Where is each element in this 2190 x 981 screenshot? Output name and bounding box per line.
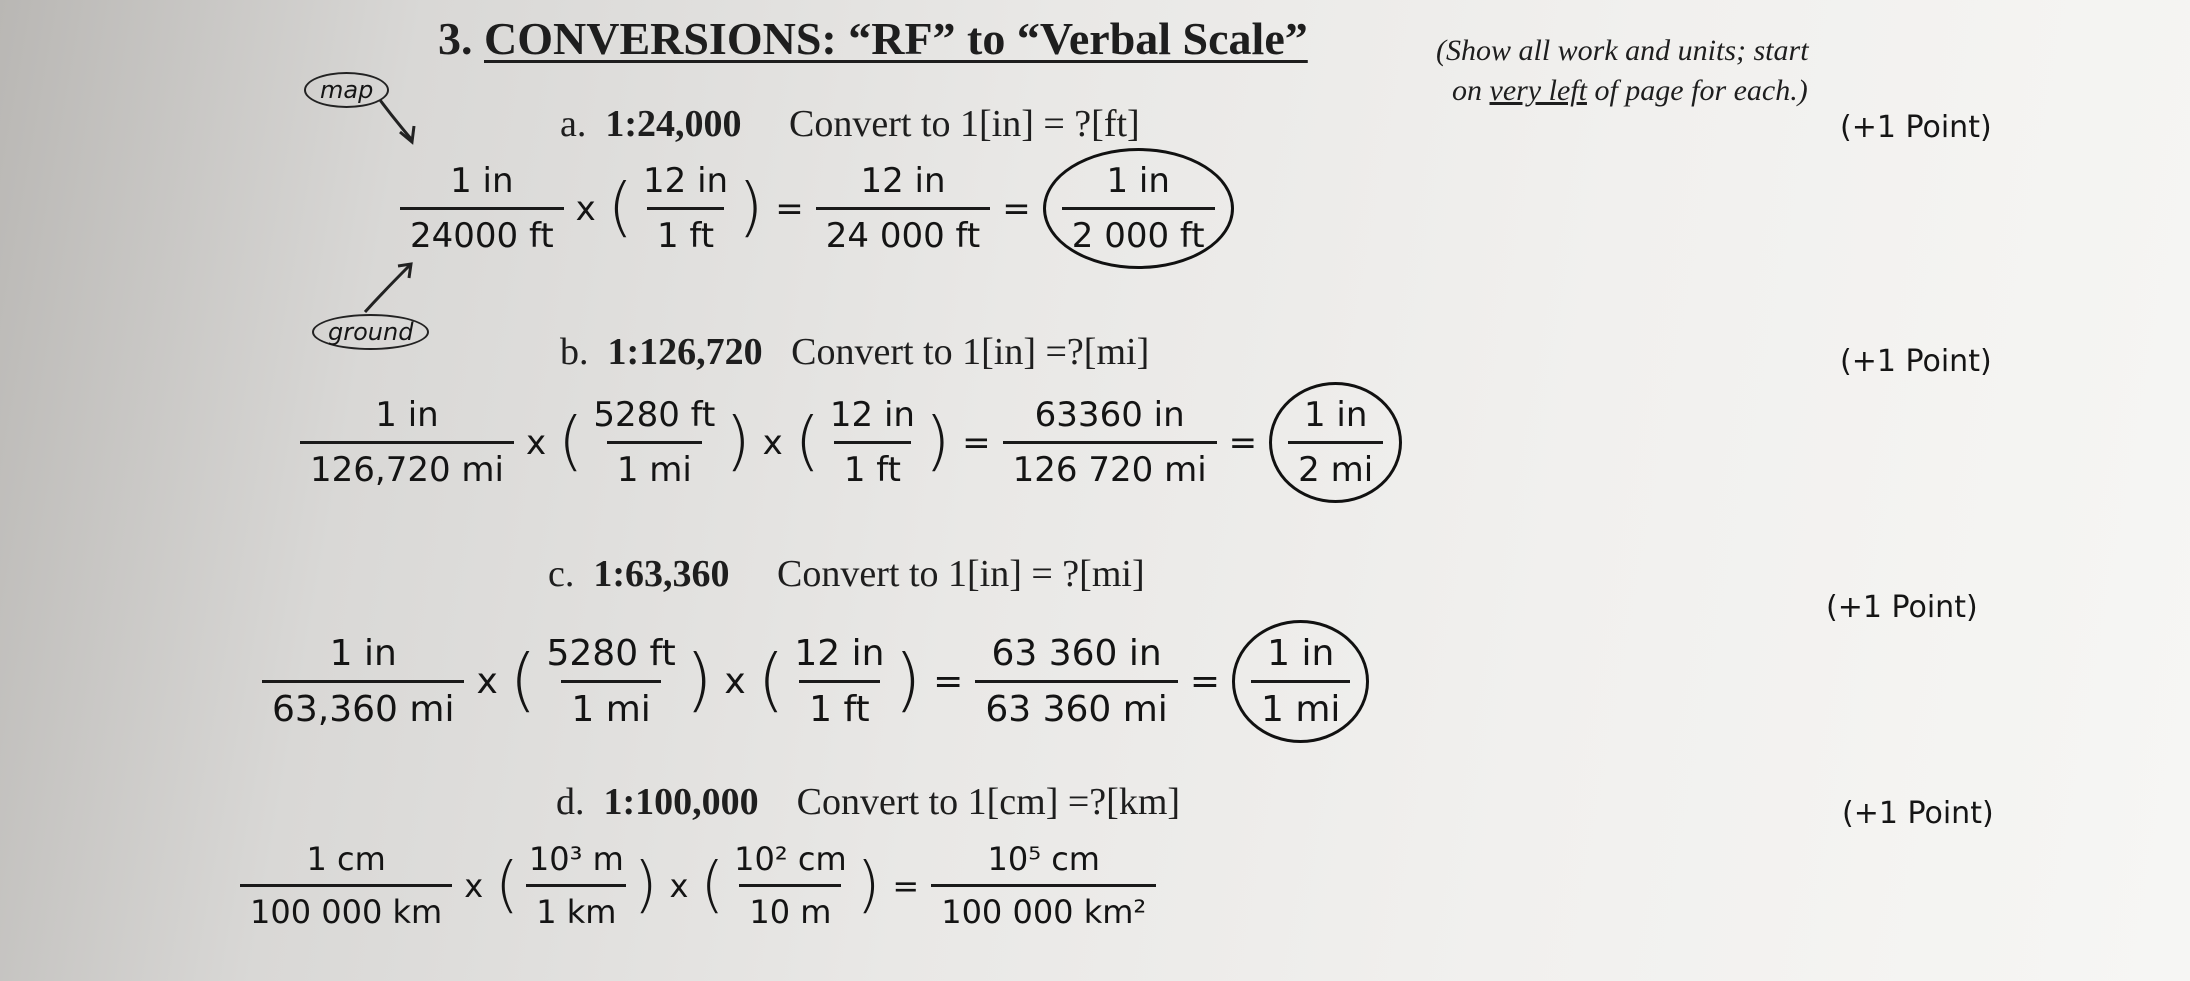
instructions-line-1: (Show all work and units; start: [1436, 34, 1809, 67]
instructions-underlined: very left: [1489, 74, 1587, 107]
c-result-1: $\frac{63 360 in}{63 360 mi}$: [975, 633, 1177, 730]
instructions-line-2: on very left of page for each.): [1452, 74, 1808, 107]
a-answer-circle: $\frac{1 in}{2 000 ft}$: [1043, 148, 1234, 269]
problem-a-work: $\frac{1 in}{24000 ft}$ x ( $\frac{12 in}{1 ft}$ ) = $\frac{12 in}{24 000 ft}$ = $\frac{1 in}{2 000 ft}$: [400, 148, 1234, 269]
c-factor-3: $\frac{12 in}{1 ft}$: [794, 633, 885, 730]
problem-c-ratio: 1:63,360: [593, 553, 730, 595]
b-result-1: $\frac{63360 in}{126 720 mi}$: [1003, 395, 1217, 490]
problem-a-points: (+1 Point): [1840, 110, 1992, 145]
problem-d-work: $\frac{1 cm}{100 000 km}$ x ( $\frac{\text{10³ m}}{1 km}$ ) x ( $\frac{\text{10² cm}}{10 m}$ ) = $\frac{\text{10⁵ cm}}{\text{100 000 km²}}$: [240, 840, 1156, 931]
problem-c-work: $\frac{1 in}{63,360 mi}$ x ( $\frac{5280 ft}{1 mi}$ ) x ( $\frac{12 in}{1 ft}$ ) = $\frac{63 360 in}{63 360 mi}$ = $\frac{1 in}{1 mi}$: [262, 620, 1369, 743]
problem-b-points: (+1 Point): [1840, 344, 1992, 379]
d-factor-1: $\frac{1 cm}{100 000 km}$: [240, 840, 452, 931]
problem-d-points: (+1 Point): [1842, 796, 1994, 831]
title-text: CONVERSIONS: “RF” to “Verbal Scale”: [484, 13, 1308, 64]
d-factor-2: $\frac{\text{10³ m}}{1 km}$: [519, 840, 634, 931]
problem-b-work: $\frac{1 in}{126,720 mi}$ x ( $\frac{5280 ft}{1 mi}$ ) x ( $\frac{12 in}{1 ft}$ ) = $\frac{63360 in}{126 720 mi}$ = $\frac{1 in}{2 mi}$: [300, 382, 1402, 503]
problem-b-task: Convert to 1[in] =?[mi]: [791, 331, 1150, 373]
c-factor-1: $\frac{1 in}{63,360 mi}$: [262, 633, 464, 730]
problem-a-prompt: a. 1:24,000 Convert to 1[in] = ?[ft]: [560, 103, 1140, 145]
problem-d-ratio: 1:100,000: [603, 781, 759, 823]
d-result-1: $\frac{\text{10⁵ cm}}{\text{100 000 km²}}$: [931, 840, 1156, 931]
d-factor-3: $\frac{\text{10² cm}}{10 m}$: [734, 840, 847, 931]
problem-c-prompt: c. 1:63,360 Convert to 1[in] = ?[mi]: [548, 553, 1145, 595]
problem-d-task: Convert to 1[cm] =?[km]: [796, 781, 1181, 823]
a-result-1: $\frac{12 in}{24 000 ft}$: [816, 161, 990, 256]
b-answer-circle: $\frac{1 in}{2 mi}$: [1269, 382, 1402, 503]
a-factor-2: $\frac{12 in}{1 ft}$: [643, 161, 729, 256]
a-factor-1: $\frac{1 in}{24000 ft}$: [400, 161, 564, 256]
problem-d-prompt: d. 1:100,000 Convert to 1[cm] =?[km]: [556, 781, 1181, 823]
problem-c-task: Convert to 1[in] = ?[mi]: [777, 553, 1145, 595]
problem-c-points: (+1 Point): [1826, 590, 1978, 625]
title-number: 3.: [438, 13, 473, 64]
c-factor-2: $\frac{5280 ft}{1 mi}$: [546, 633, 676, 730]
c-answer-circle: $\frac{1 in}{1 mi}$: [1232, 620, 1369, 743]
b-factor-1: $\frac{1 in}{126,720 mi}$: [300, 395, 514, 490]
b-factor-2: $\frac{5280 ft}{1 mi}$: [593, 395, 716, 490]
ground-tag: ground: [312, 314, 429, 350]
problem-b-ratio: 1:126,720: [607, 331, 763, 373]
problem-a-ratio: 1:24,000: [605, 103, 742, 145]
problem-b-prompt: b. 1:126,720 Convert to 1[in] =?[mi]: [560, 331, 1150, 373]
map-tag: map: [304, 72, 389, 108]
problem-a-task: Convert to 1[in] = ?[ft]: [789, 103, 1140, 145]
b-factor-3: $\frac{12 in}{1 ft}$: [829, 395, 915, 490]
